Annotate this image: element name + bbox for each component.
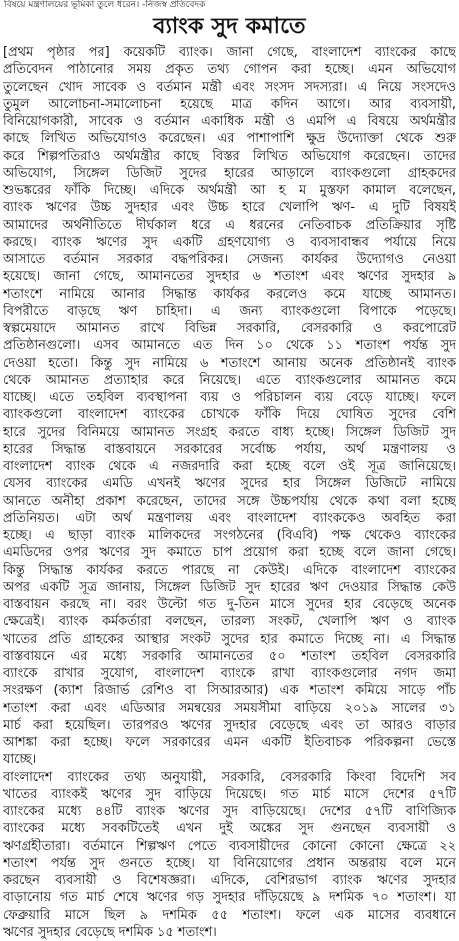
text-line: আনতে অনীহা প্রকাশ করেছেন, তাদের সঙ্গে উচ্চপর্যায় থেকে কথা বলা হচ্ছে <box>3 493 456 510</box>
text-line: শতাংশে নামিয়ে আনার সিদ্ধান্ত কার্যকর করলেও কমে যাচ্ছে আমানত। <box>3 286 456 303</box>
text-line: ব্যাংকে রাখার সুযোগ, বাংলাদেশ ব্যাংকে রাখা ব্যাংকগুলোর নগদ জমা <box>3 665 456 682</box>
text-line: তুমুল আলোচনা-সমালোচনা হয়েছে মাত্র কদিন আগে। আর ব্যবসায়ী, <box>3 96 456 113</box>
text-line: প্রতিনিয়ত। এটা অর্থ মন্ত্রণালয় এবং বাংলাদেশ ব্যাংককেও অবহিত করা <box>3 510 456 527</box>
text-line: বাস্তবায়ন করছে না। বরং উল্টো গত দু-তিন মাসে সুদের হার বেড়েছে অনেক <box>3 596 456 613</box>
article-headline: ব্যাংক সুদ কমাতে <box>2 14 457 40</box>
text-line: অপর একটি সূত্র জানায়, সিঙ্গেল ডিজিট সুদ হারের ঋণ দেওয়ার সিদ্ধান্ত কেউ <box>3 579 456 596</box>
text-line: [প্রথম পৃষ্ঠার পর] কয়েকটি ব্যাংক। জানা গেছে, বাংলাদেশ ব্যাংকের কাছে <box>3 44 456 61</box>
text-line: শুভঙ্করের ফাঁকি দিচ্ছে। এদিকে অর্থমন্ত্রী আ হ ম মুস্তফা কামাল বলেছেন, <box>3 182 456 199</box>
text-line: ঋণগ্রহীতারা। বর্তমানে শিল্পঋণ পেতে ব্যবসায়ীদের কোনো কোনো ক্ষেত্রে ২২ <box>3 838 456 855</box>
text-line: যাচ্ছে। এতে তহবিল ব্যবস্থাপনা ব্যয় ও পরিচালন ব্যয় বেড়ে যাচ্ছে। ফলে <box>3 389 456 406</box>
text-line: প্রতিবেদন পাঠানোর সময় প্রকৃত তথ্য গোপন করা হচ্ছে। এমন অভিযোগ <box>3 61 456 78</box>
text-line: বিপরীতে বাড়ছে ঋণ চাহিদা। এ জন্য ব্যাংকগুলো বিপাকে পড়েছে। <box>3 303 456 320</box>
text-line: ব্যাংক ঋণের উচ্চ সুদহার এবং উচ্চ হারে খেলাপি ঋণ- এ দুটি বিষয়ই <box>3 199 456 216</box>
text-line: আশঙ্কা করা হচ্ছে। ফলে সরকারের এমন একটি ইতিবাচক পরিকল্পনা ভেস্তে <box>3 734 456 751</box>
text-line: প্রতিষ্ঠানগুলো। এসব আমানতে এত দিন ১০ থেকে ১১ শতাংশ পর্যন্ত সুদ <box>3 337 456 354</box>
text-line: ক্ষেত্রেই। ব্যাংক কর্মকর্তারা বলছেন, তারল্য সংকট, খেলাপি ঋণ ও ব্যাংক <box>3 613 456 630</box>
text-line: শতাংশ পর্যন্ত সুদ গুনতে হচ্ছে। যা বিনিয়োগের প্রধান অন্তরায় বলে মনে <box>3 855 456 872</box>
text-line: সংরক্ষণ (ক্যাশ রিজার্ভ রেশিও বা সিআরআর) এক শতাংশ কমিয়ে সাড়ে পাঁচ <box>3 682 456 699</box>
text-line: কাছে লিখিত অভিযোগও করেছেন। এর পাশাপাশি ক্ষুদ্র উদ্যোক্তা থেকে শুরু <box>3 130 456 147</box>
text-line: বাড়ানোয় গত মার্চ শেষে ঋণের গড় সুদহার দাঁড়িয়েছে ৯ দশমিক ৭০ শতাংশ। যা <box>3 889 456 906</box>
text-line: স্বল্পমেয়াদে আমানত রাখে বিভিন্ন সরকারি, বেসরকারি ও করপোরেট <box>3 320 456 337</box>
text-line: তুলেছেন খোদ সাবেক ও বর্তমান মন্ত্রী এবং সংসদ সদস্যরা। এ নিয়ে সংসদেও <box>3 79 456 96</box>
text-line: বাস্তবায়নে এর মধ্যে সরকারি আমানতের ৫০ শতাংশ তহবিল বেসরকারি <box>3 648 456 665</box>
text-line: বাংলাদেশ ব্যাংকের তথ্য অনুযায়ী, সরকারি, বেসরকারি কিংবা বিদেশি সব <box>3 769 456 786</box>
text-line: করছেন ব্যবসায়ী ও বিশেষজ্ঞরা। এদিকে, বেশিরভাগ ব্যাংক ঋণের সুদহার <box>3 872 456 889</box>
article-paragraph <box>3 769 456 941</box>
text-line: কিন্তু সিদ্ধান্ত কার্যকর করতে পারছে না কেউই। এদিকে বাংলাদেশ ব্যাংকের <box>3 562 456 579</box>
text-line: করছে। ব্যাংক ঋণের সুদ একটি গ্রহণযোগ্য ও ব্যবসাবান্ধব পর্যায়ে নিয়ে <box>3 234 456 251</box>
text-line: হারে সুদের বিনিময়ে আমানত সংগ্রহ করতে বাধ্য হচ্ছে। সিঙ্গেল ডিজিট সুদ <box>3 424 456 441</box>
text-line: আমাদের অর্থনীতিতে দীর্ঘকাল ধরে এ ধরনের নেতিবাচক প্রতিক্রিয়ার সৃষ্টি <box>3 217 456 234</box>
text-line: যাচ্ছে। <box>3 751 456 768</box>
previous-article-tail: বিষয়ে মন্ত্রণালয়ের ভূমিকা তুলে ধরেন। -নিজস্ব প্রতিবেদক <box>2 0 457 10</box>
text-line: দেওয়া হতো। কিন্তু সুদ নামিয়ে ৬ শতাংশে আনায় অনেক প্রতিষ্ঠানই ব্যাংক <box>3 355 456 372</box>
text-line: হারের সিদ্ধান্ত বাস্তবায়নে সরকারের সর্বোচ্চ পর্যায়, অর্থ মন্ত্রণালয় ও <box>3 441 456 458</box>
text-line: আসাতে বর্তমান সরকার বদ্ধপরিকর। সেজন্য কার্যকর উদ্যোগও নেওয়া <box>3 251 456 268</box>
text-line: ব্যাংকের মধ্যে ৪৪টি ব্যাংক ঋণের সুদ বাড়িয়েছে। দেশের ৫৭টি বাণিজ্যিক <box>3 803 456 820</box>
text-line: এমডিদের ওপর ঋণের সুদ কমাতে চাপ প্রয়োগ করা হচ্ছে বলে জানা গেছে। <box>3 544 456 561</box>
text-line: বাংলাদেশ ব্যাংক থেকে এ নজরদারি করা হচ্ছে বলে ওই সূত্র জানিয়েছে। <box>3 458 456 475</box>
text-line: ব্যাংকগুলো বাংলাদেশ ব্যাংকের চোখকে ফাঁকি দিয়ে ঘোষিত সুদের বেশি <box>3 406 456 423</box>
text-line: ফেব্রুয়ারি মাসে ছিল ৯ দশমিক ৫৫ শতাংশ। ফলে এক মাসের ব্যবধানে <box>3 907 456 924</box>
text-line: খাতের প্রতি গ্রাহকের আস্থার সংকট সুদের হার কমাতে দিচ্ছে না। এ সিদ্ধান্ত <box>3 631 456 648</box>
text-line: মার্চ করা হয়েছিল। তারপরও ঋণের সুদহার বেড়েছে এবং তা আরও বাড়ার <box>3 717 456 734</box>
article-paragraph <box>3 44 456 769</box>
text-line: খাতের ব্যাংকই ঋণের সুদ বাড়িয়ে দিয়েছে। গত মার্চ মাসে দেশের ৫৭টি <box>3 786 456 803</box>
text-line: অভিযোগ, সিঙ্গেল ডিজিট সুদের হারের আড়ালে ব্যাংকগুলো গ্রাহকদের <box>3 165 456 182</box>
article-body <box>2 44 457 941</box>
text-line: হয়েছে। জানা গেছে, আমানতের সুদহার ৬ শতাংশ এবং ঋণের সুদহার ৯ <box>3 268 456 285</box>
text-line: ব্যাংকের মধ্যে সবকটিতেই এখন দুই অঙ্কের সুদ গুনছেন ব্যবসায়ী ও <box>3 820 456 837</box>
text-line: বিনিয়োগকারী, সাবেক ও বর্তমান একাধিক মন্ত্রী ও এমপি এ বিষয়ে অর্থমন্ত্রীর <box>3 113 456 130</box>
text-line: যেসব ব্যাংকের এমডি এখনই ঋণের সুদের হার সিঙ্গেল ডিজিটে নামিয়ে <box>3 475 456 492</box>
text-line: করে শিল্পপতিরাও অর্থমন্ত্রীর কাছে বিস্তর লিখিত অভিযোগ করেছেন। তাদের <box>3 148 456 165</box>
paragraph-container <box>3 44 456 941</box>
text-line: ঋণের সুদহার বেড়েছে দশমিক ১৫ শতাংশ। <box>3 924 456 941</box>
text-line: থেকে আমানত প্রত্যাহার করে নিয়েছে। এতে ব্যাংকগুলোর আমানত কমে <box>3 372 456 389</box>
text-line: হচ্ছে। এ ছাড়া ব্যাংক মালিকদের সংগঠনের (বিএবি) পক্ষ থেকেও ব্যাংকের <box>3 527 456 544</box>
text-line: শতাংশ করা এবং এডিআর সমন্বয়ের সময়সীমা বাড়িয়ে ২০১৯ সালের ৩১ <box>3 700 456 717</box>
